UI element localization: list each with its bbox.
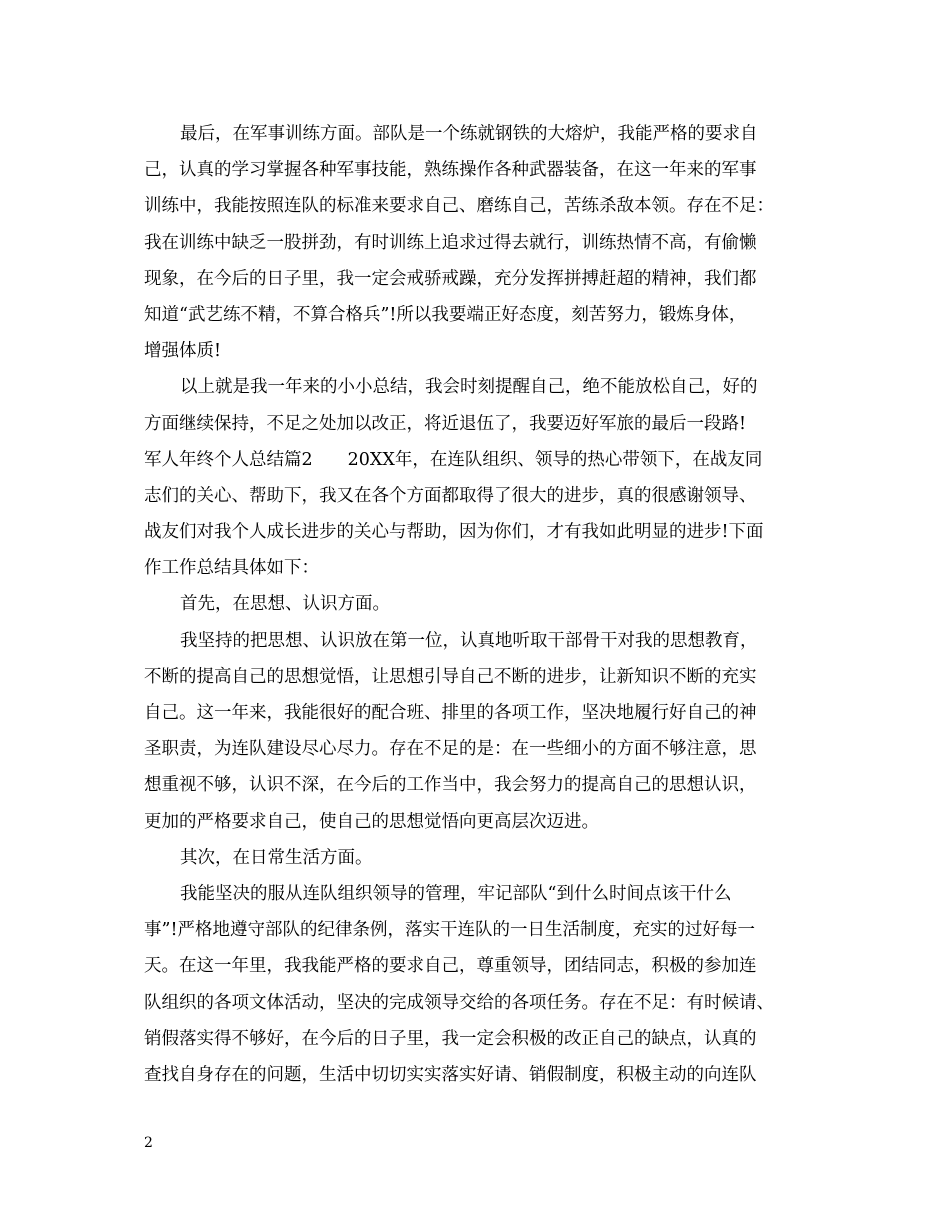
text-line: 圣职责，为连队建设尽心尽力。存在不足的是：在一些细小的方面不够注意，思: [144, 739, 757, 760]
section-heading: 其次，在日常生活方面。: [180, 847, 373, 868]
text-line: 想重视不够，认识不深，在今后的工作当中，我会努力的提高自己的思想认识，: [144, 775, 757, 796]
text-line: 己，认真的学习掌握各种军事技能，熟练操作各种武器装备，在这一年来的军事: [144, 160, 757, 181]
text-line: 天。在这一年里，我我能严格的要求自己，尊重领导，团结同志，积极的参加连: [144, 956, 757, 977]
text-line: 知道“武艺练不精，不算合格兵”!所以我要端正好态度，刻苦努力，锻炼身体，: [144, 304, 747, 325]
text-line: 方面继续保持，不足之处加以改正，将近退伍了，我要迈好军旅的最后一段路!: [144, 413, 747, 434]
section-heading: 首先，在思想、认识方面。: [180, 594, 390, 615]
text-line: 志们的关心、帮助下，我又在各个方面都取得了很大的进步，真的很感谢领导、: [144, 485, 757, 506]
text-line: 军人年终个人总结篇2 20XX年，在连队组织、领导的热心带领下，在战友同: [144, 449, 763, 470]
text-line: 自己。这一年来，我能很好的配合班、排里的各项工作，坚决地履行好自己的神: [144, 703, 757, 723]
text-line: 以上就是我一年来的小小总结，我会时刻提醒自己，绝不能放松自己，好的: [180, 377, 758, 398]
text-line: 队组织的各项文体活动，坚决的完成领导交给的各项任务。存在不足：有时候请、: [144, 992, 774, 1013]
text-line: 不断的提高自己的思想觉悟，让思想引导自己不断的进步，让新知识不断的充实: [144, 666, 757, 687]
text-line: 我在训练中缺乏一股拼劲，有时训练上追求过得去就行，训练热情不高，有偷懒: [144, 232, 757, 253]
text-line: 作工作总结具体如下：: [144, 558, 319, 579]
text-line: 增强体质!: [144, 341, 222, 362]
text-line: 销假落实得不够好，在今后的日子里，我一定会积极的改正自己的缺点，认真的: [144, 1028, 757, 1049]
text-line: 更加的严格要求自己，使自己的思想觉悟向更高层次迈进。: [144, 811, 599, 832]
text-line: 事”!严格地遵守部队的纪律条例，落实干连队的一日生活制度，充实的过好每一: [144, 920, 755, 941]
text-line: 最后，在军事训练方面。部队是一个练就钢铁的大熔炉，我能严格的要求自: [180, 124, 758, 144]
text-line: 现象，在今后的日子里，我一定会戒骄戒躁，充分发挥拼搏赶超的精神，我们都: [144, 268, 757, 289]
page-number: 2: [144, 1135, 153, 1151]
document-body: [144, 116, 808, 1093]
text-line: 训练中，我能按照连队的标准来要求自己、磨练自己，苦练杀敌本领。存在不足：: [144, 196, 774, 217]
text-line: 查找自身存在的问题，生活中切切实实落实好请、销假制度，积极主动的向连队: [144, 1064, 757, 1085]
text-line: 战友们对我个人成长进步的关心与帮助，因为你们，才有我如此明显的进步!下面: [144, 522, 764, 543]
text-line: 我能坚决的服从连队组织领导的管理，牢记部队“到什么时间点该干什么: [180, 883, 732, 904]
text-line: 我坚持的把思想、认识放在第一位，认真地听取干部骨干对我的思想教育，: [180, 630, 758, 651]
